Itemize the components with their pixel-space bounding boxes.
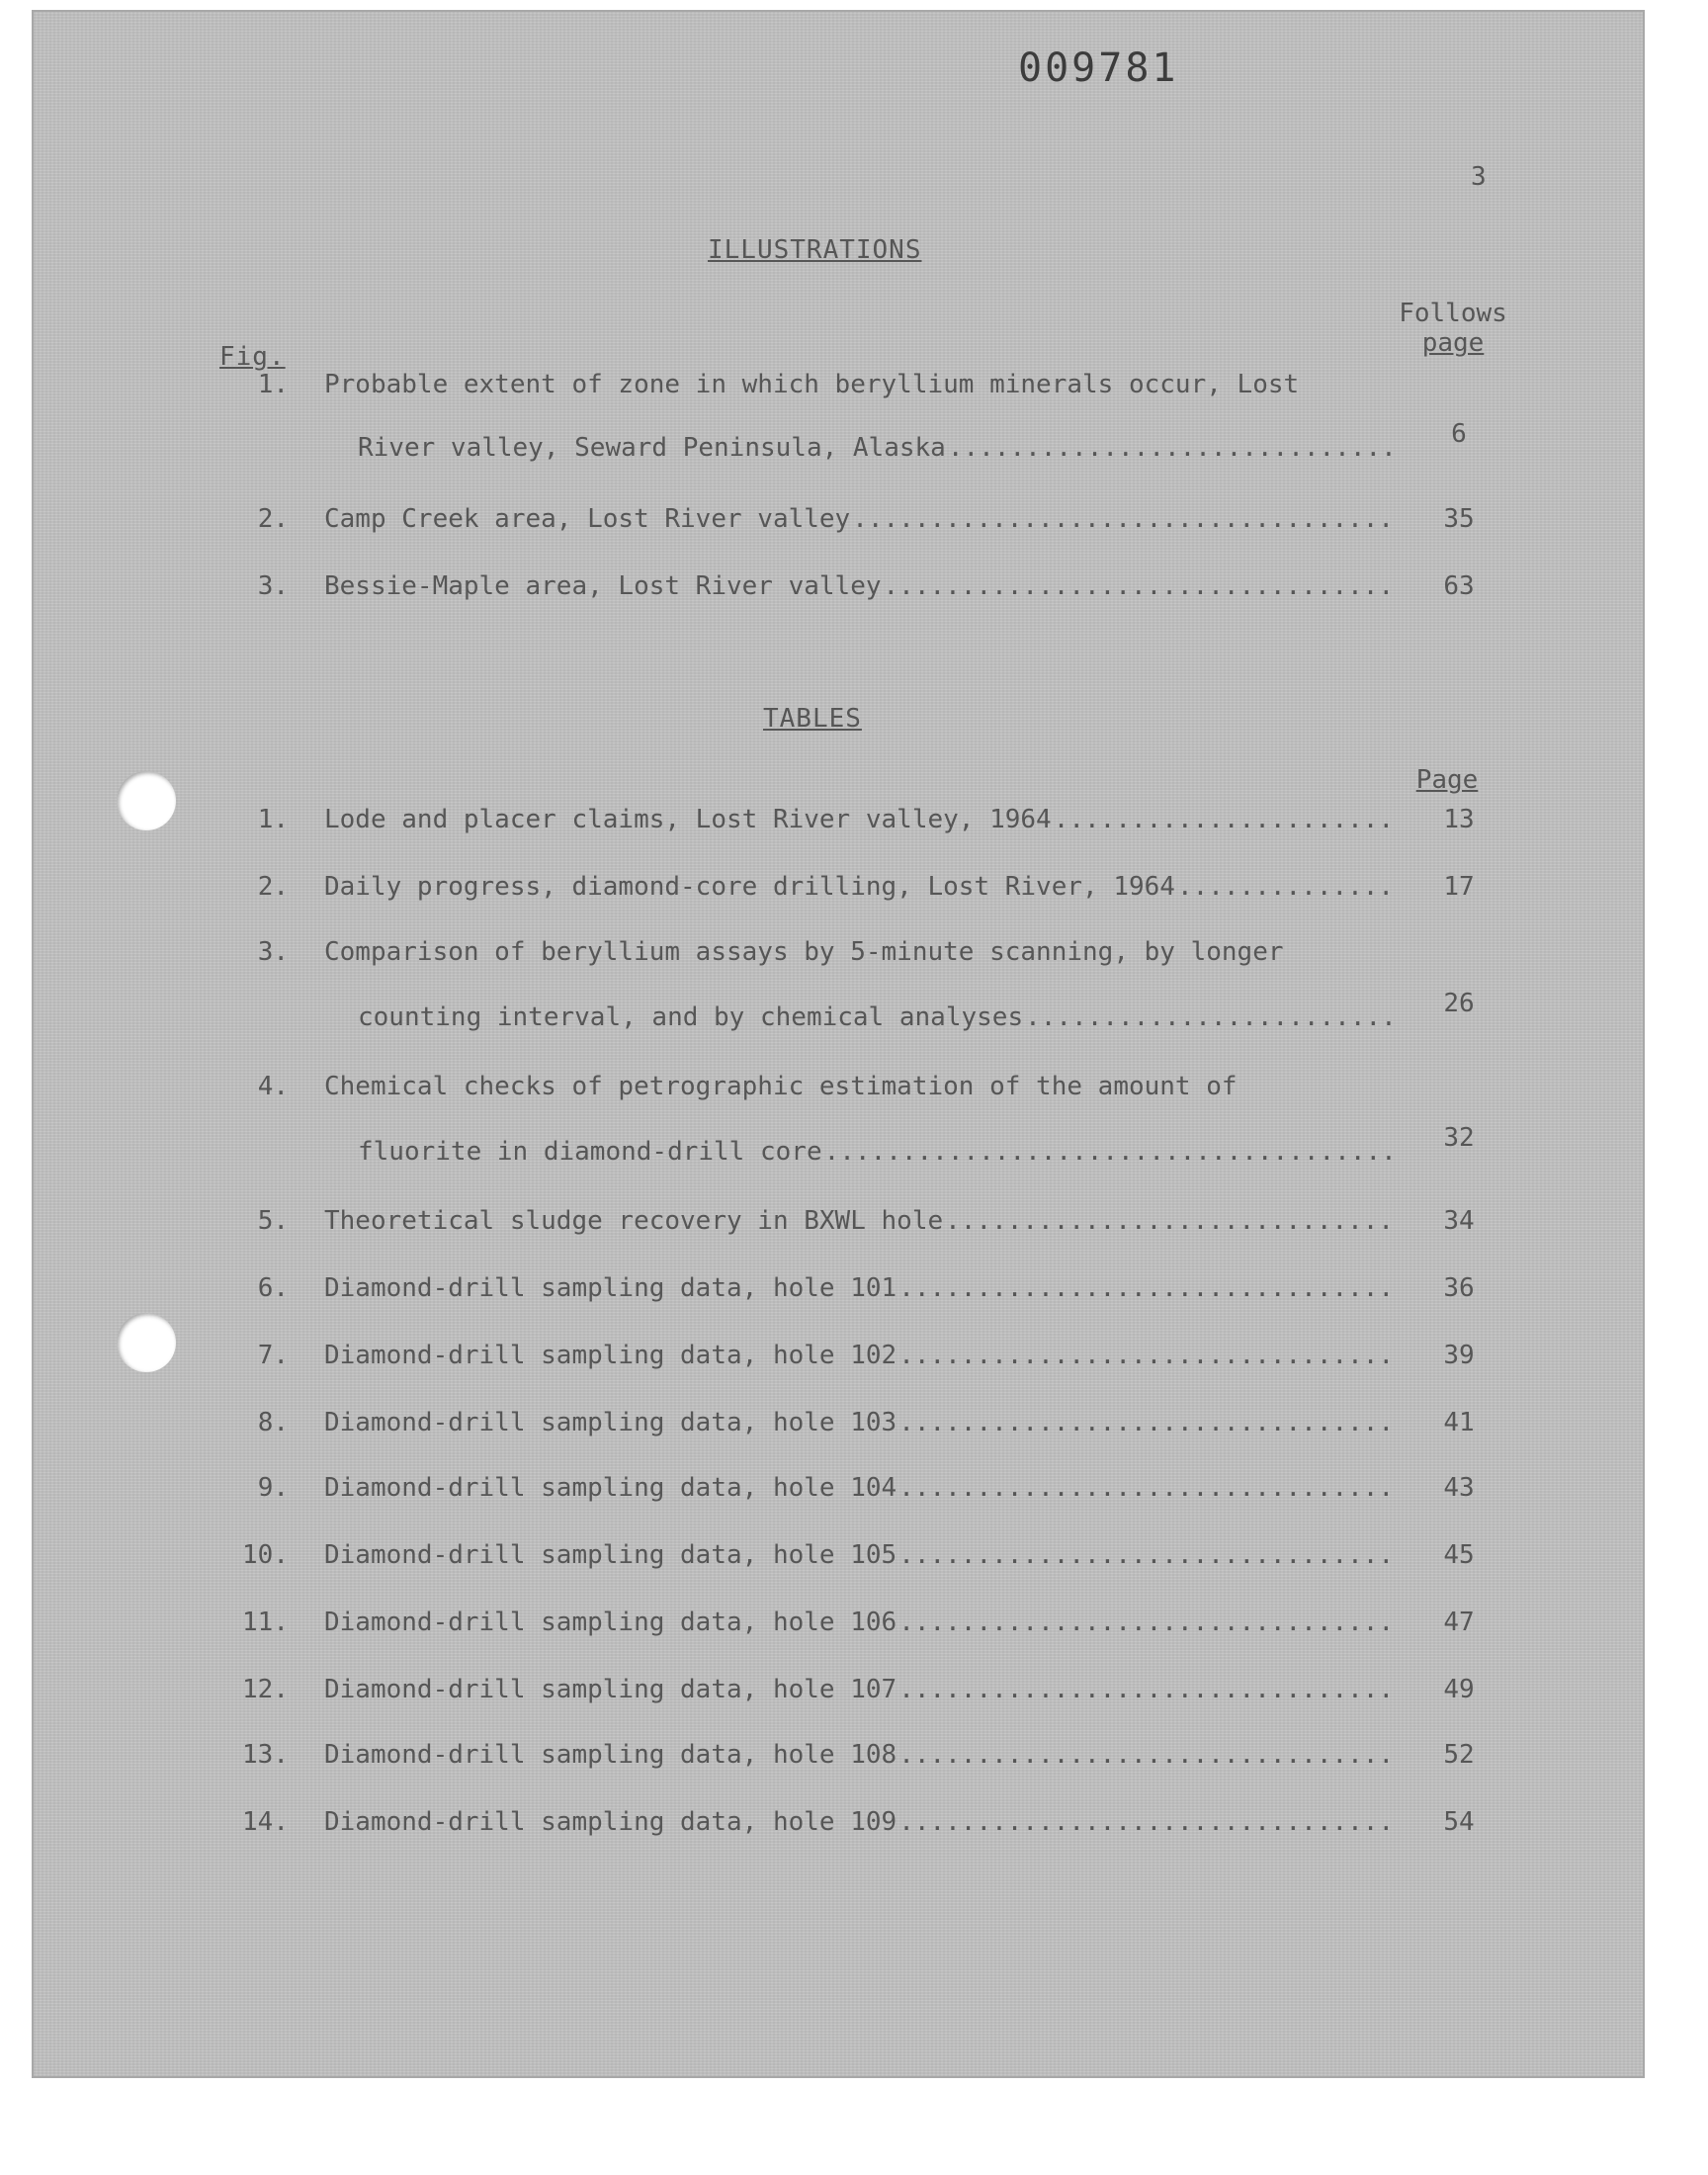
entry-number: 2.	[257, 504, 289, 534]
page-number: 3	[1471, 162, 1487, 192]
toc-entry	[233, 1740, 1475, 1780]
dot-leader	[1177, 872, 1400, 902]
toc-entry	[233, 1341, 1475, 1380]
entry-number: 1.	[257, 805, 289, 834]
entry-number: 3.	[257, 571, 289, 601]
page-column-header	[1408, 765, 1487, 795]
toc-entry	[233, 1206, 1475, 1246]
entry-page-number: 34	[1443, 1206, 1475, 1236]
entry-title: Bessie-Maple area, Lost River valley	[324, 571, 882, 601]
entry-title-line	[324, 370, 1299, 399]
entry-number: 11.	[242, 1608, 289, 1637]
entry-number: 10.	[242, 1540, 289, 1570]
page-header-label: Page	[1415, 765, 1479, 795]
entry-title-line	[324, 1608, 1400, 1637]
toc-entry-continuation	[233, 419, 1467, 473]
dot-leader	[948, 433, 1400, 463]
entry-page-number: 32	[1443, 1123, 1475, 1153]
stamp-number: 009781	[1018, 45, 1179, 91]
toc-entry-continuation	[233, 989, 1475, 1042]
entry-title-line	[324, 1341, 1400, 1370]
punch-hole-bottom	[117, 1313, 176, 1372]
dot-leader	[852, 504, 1400, 534]
entry-page-number: 49	[1443, 1675, 1475, 1704]
entry-title-continued: fluorite in diamond-drill core	[358, 1137, 822, 1167]
toc-entry	[233, 571, 1475, 611]
toc-entry	[233, 1675, 1475, 1714]
entry-title: Chemical checks of petrographic estimation of the amount of	[324, 1072, 1238, 1101]
fig-column-label: Fig.	[219, 342, 286, 372]
dot-leader	[884, 571, 1400, 601]
entry-title: Diamond-drill sampling data, hole 109	[324, 1807, 897, 1837]
entry-page-number: 43	[1443, 1473, 1475, 1503]
dot-leader	[898, 1341, 1400, 1370]
dot-leader	[898, 1540, 1400, 1570]
entry-title-continued: River valley, Seward Peninsula, Alaska	[358, 433, 946, 463]
entry-number: 2.	[257, 872, 289, 902]
entry-title-line	[358, 433, 1400, 463]
dot-leader	[898, 1408, 1400, 1437]
entry-title: Comparison of beryllium assays by 5-minute scanning, by longer	[324, 937, 1284, 967]
entry-page-number: 47	[1443, 1608, 1475, 1637]
entry-number: 3.	[257, 937, 289, 967]
toc-entry	[233, 1473, 1475, 1513]
dot-leader	[898, 1807, 1400, 1837]
entry-title-line	[324, 1807, 1400, 1837]
toc-entry	[233, 1608, 1475, 1647]
entry-title: Camp Creek area, Lost River valley	[324, 504, 851, 534]
entry-number: 8.	[257, 1408, 289, 1437]
entry-title: Daily progress, diamond-core drilling, Lost River, 1964	[324, 872, 1175, 902]
dot-leader	[945, 1206, 1400, 1236]
entry-title-line	[324, 1740, 1400, 1770]
entry-page-number: 6	[1451, 419, 1467, 449]
entry-title: Diamond-drill sampling data, hole 105	[324, 1540, 897, 1570]
entry-title-line	[324, 1473, 1400, 1503]
entry-title: Diamond-drill sampling data, hole 103	[324, 1408, 897, 1437]
dot-leader	[898, 1740, 1400, 1770]
dot-leader	[898, 1608, 1400, 1637]
toc-entry	[233, 504, 1475, 544]
entry-title-line	[324, 937, 1284, 967]
entry-title-line	[324, 1273, 1400, 1303]
entry-number: 9.	[257, 1473, 289, 1503]
entry-page-number: 13	[1443, 805, 1475, 834]
entry-title-line	[324, 1206, 1400, 1236]
entry-page-number: 52	[1443, 1740, 1475, 1770]
entry-title-line	[324, 805, 1400, 834]
punch-hole-top	[117, 771, 176, 830]
entry-title-continued: counting interval, and by chemical analyses	[358, 1002, 1024, 1032]
dot-leader	[1054, 805, 1400, 834]
entry-title-line	[358, 1002, 1400, 1032]
entry-title: Diamond-drill sampling data, hole 108	[324, 1740, 897, 1770]
dot-leader	[824, 1137, 1400, 1167]
toc-entry-continuation	[233, 1123, 1475, 1176]
follows-page-header	[1388, 299, 1518, 358]
entry-page-number: 35	[1443, 504, 1475, 534]
entry-title: Diamond-drill sampling data, hole 101	[324, 1273, 897, 1303]
entry-number: 7.	[257, 1341, 289, 1370]
toc-entry	[233, 370, 1400, 409]
entry-page-number: 54	[1443, 1807, 1475, 1837]
toc-entry	[233, 1072, 1400, 1111]
toc-entry	[233, 937, 1400, 977]
entry-number: 14.	[242, 1807, 289, 1837]
entry-number: 12.	[242, 1675, 289, 1704]
entry-title: Probable extent of zone in which beryllium minerals occur, Lost	[324, 370, 1300, 399]
entry-page-number: 26	[1443, 989, 1475, 1018]
follows-header-line2: page	[1421, 328, 1485, 358]
dot-leader	[898, 1273, 1400, 1303]
toc-entry	[233, 1807, 1475, 1847]
entry-page-number: 45	[1443, 1540, 1475, 1570]
entry-title-line	[324, 1408, 1400, 1437]
entry-page-number: 39	[1443, 1341, 1475, 1370]
entry-title-line	[324, 1540, 1400, 1570]
entry-page-number: 17	[1443, 872, 1475, 902]
follows-header-line1: Follows	[1399, 299, 1507, 328]
dot-leader	[898, 1675, 1400, 1704]
entry-title-line	[324, 872, 1400, 902]
toc-entry	[233, 1540, 1475, 1580]
entry-number: 13.	[242, 1740, 289, 1770]
entry-number: 4.	[257, 1072, 289, 1101]
toc-entry	[233, 872, 1475, 912]
dot-leader	[1025, 1002, 1400, 1032]
entry-title-line	[324, 504, 1400, 534]
entry-title: Lode and placer claims, Lost River valley, 1964	[324, 805, 1052, 834]
entry-title: Diamond-drill sampling data, hole 102	[324, 1341, 897, 1370]
tables-heading: TABLES	[763, 704, 862, 734]
entry-number: 6.	[257, 1273, 289, 1303]
toc-entry	[233, 805, 1475, 844]
entry-title-line	[324, 1675, 1400, 1704]
entry-title-line	[324, 1072, 1238, 1101]
entry-title: Diamond-drill sampling data, hole 104	[324, 1473, 897, 1503]
dot-leader	[898, 1473, 1400, 1503]
toc-entry	[233, 1273, 1475, 1313]
entry-page-number: 36	[1443, 1273, 1475, 1303]
entry-title-line	[324, 571, 1400, 601]
entry-title: Diamond-drill sampling data, hole 107	[324, 1675, 897, 1704]
entry-number: 5.	[257, 1206, 289, 1236]
entry-title: Diamond-drill sampling data, hole 106	[324, 1608, 897, 1637]
entry-number: 1.	[257, 370, 289, 399]
entry-title: Theoretical sludge recovery in BXWL hole	[324, 1206, 944, 1236]
entry-title-line	[358, 1137, 1400, 1167]
toc-entry	[233, 1408, 1475, 1447]
entry-page-number: 63	[1443, 571, 1475, 601]
illustrations-heading: ILLUSTRATIONS	[708, 235, 922, 265]
entry-page-number: 41	[1443, 1408, 1475, 1437]
